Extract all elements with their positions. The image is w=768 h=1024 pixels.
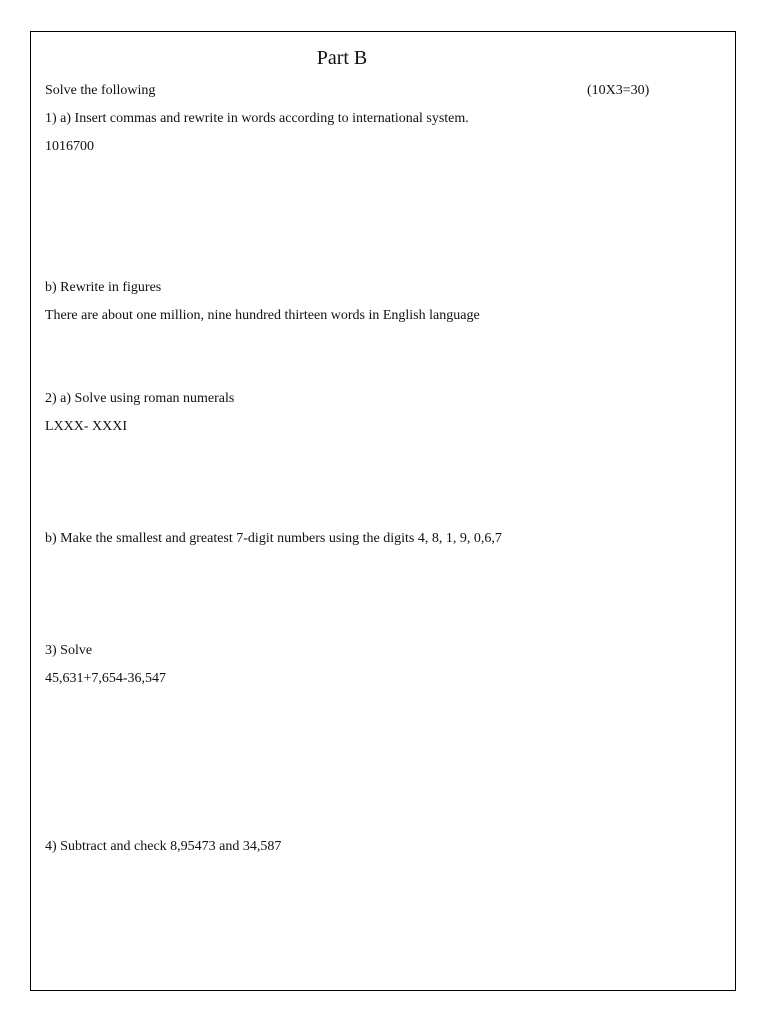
question-2a-expression: LXXX- XXXI	[45, 419, 128, 434]
part-title: Part B	[316, 47, 368, 69]
marks-allocation: (10X3=30)	[587, 83, 650, 98]
question-3-expression: 45,631+7,654-36,547	[45, 671, 167, 686]
question-2a-prompt: 2) a) Solve using roman numerals	[45, 391, 235, 406]
instruction-text: Solve the following	[45, 83, 156, 98]
question-1b-sentence: There are about one million, nine hundred thirteen words in English language	[45, 308, 480, 323]
question-1a-prompt: 1) a) Insert commas and rewrite in words according to international system.	[45, 111, 469, 126]
question-4-prompt: 4) Subtract and check 8,95473 and 34,587	[45, 839, 282, 854]
question-2b-prompt: b) Make the smallest and greatest 7-digit numbers using the digits 4, 8, 1, 9, 0,6,7	[45, 531, 502, 546]
question-3-prompt: 3) Solve	[45, 643, 93, 658]
question-1b-prompt: b) Rewrite in figures	[45, 280, 162, 295]
question-1a-number: 1016700	[45, 139, 94, 154]
